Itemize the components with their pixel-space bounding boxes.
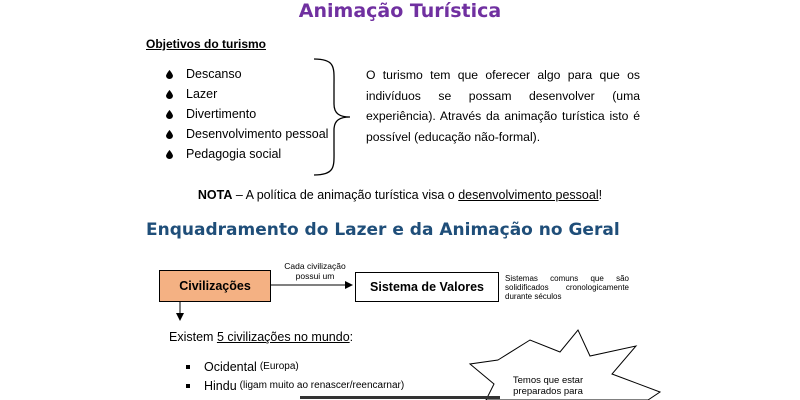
civilization-note: (Europa) xyxy=(259,361,299,372)
nota-underlined: desenvolvimento pessoal xyxy=(458,188,599,202)
square-bullet-icon xyxy=(186,384,190,388)
objective-label: Lazer xyxy=(186,87,218,101)
page-title: Animação Turística xyxy=(298,0,502,22)
divider xyxy=(300,396,500,399)
civilizations-intro xyxy=(169,330,353,344)
objectives-heading: Objetivos do turismo xyxy=(146,37,267,51)
section-heading: Enquadramento do Lazer e da Animação no Geral xyxy=(146,220,620,240)
nota-text: – A política de animação turística visa o xyxy=(232,188,459,202)
civilization-name: Hindu xyxy=(204,378,237,393)
nota-label: NOTA xyxy=(197,188,233,202)
burst-text: Temos que estar preparados para xyxy=(512,375,584,397)
list-item xyxy=(186,376,404,395)
intro-suffix: : xyxy=(349,330,354,344)
objective-label: Divertimento xyxy=(186,107,257,121)
objective-label: Descanso xyxy=(186,67,242,81)
objectives-paragraph: O turismo tem que oferecer algo para que os indivíduos se possam desenvolver (uma experiência). Através da animação turística isto é possível (educação não-formal). xyxy=(366,68,640,144)
intro-prefix: Existem xyxy=(169,330,217,344)
list-item xyxy=(186,357,404,376)
civilizations-box: Civilizações xyxy=(159,270,271,302)
objective-label: Desenvolvimento pessoal xyxy=(186,127,329,141)
system-note: Sistemas comuns que são solidificados cronologicamente durante séculos xyxy=(505,274,629,301)
objective-label: Pedagogia social xyxy=(186,147,282,161)
civilizations-list xyxy=(186,357,404,395)
civilization-note: (ligam muito ao renascer/reencarnar) xyxy=(239,380,405,391)
arrow-label: Cada civilização possui um xyxy=(284,261,346,281)
nota-end: ! xyxy=(598,188,603,202)
square-bullet-icon xyxy=(186,365,190,369)
intro-underlined: 5 civilizações no mundo xyxy=(216,330,350,344)
civilization-name: Ocidental xyxy=(204,359,257,374)
system-of-values-box: Sistema de Valores xyxy=(355,272,499,302)
